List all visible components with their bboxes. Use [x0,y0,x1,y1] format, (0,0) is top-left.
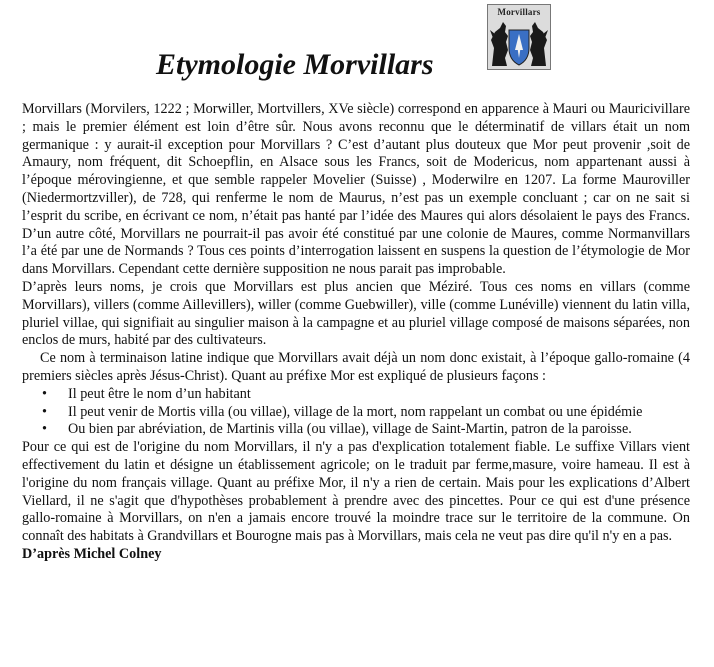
list-item: • Il peut venir de Mortis villa (ou villae), village de la mort, nom rappelant un combat ou une épidémie [68,404,690,422]
lions-shield-icon [488,18,550,70]
author-signature: D’après Michel Colney [22,545,162,562]
logo-label: Morvillars [497,7,541,17]
morvillars-coat-of-arms-logo [487,4,551,70]
list-item: • Ou bien par abréviation, de Martinis villa (ou villae), village de Saint-Martin, patron de la paroisse. [68,421,690,439]
paragraph-etymology: Morvillars (Morvilers, 1222 ; Morwiller, Mortvillers, XVe siècle) correspond en apparence à Mauri ou Mauricivillare ; mais le premier élément est loin d’être sûr. Nous avons reconnu que le déterminatif de villars était un nom germanique : y aurait-il exception pour Morvillars ? C’est d’autant plus douteux que Mor peut provenir ,soit de Amaury, nom fréquent, dit Schoepflin, en Alsace sous les Francs, soit de Modericus, nom appartenant aussi à l’époque mérovingienne, et que semble rappeler Movelier (Suisse) , Moderwilre en 1207. La forme Mauroviller (Niedermortzviller), de 728, qui renferme le nom de Maurus, n’est pas un exemple concluant ; car on ne sait si l’esprit du scribe, en écrivant ce nom, n’était pas hanté par l’idée des Maures qui alors désolaient le pays des Francs. D’un autre côté, Morvillars ne pourrait-il pas avoir été constitué par une colonie de Maures, comme Normanvillars l’a été par une de Normands ? Tous ces points d’interrogation laissent en suspens la question de l’étymologie de Mor dans Morvillars. Cependant cette dernière supposition ne nous parait pas improbable. [22,101,690,278]
paragraph-villars-origin: D’après leurs noms, je crois que Morvillars est plus ancien que Méziré. Tous ces noms en villars (comme Morvillars), villers (comme Aillevillers), willer (comme Guebwiller), ville (comme Lunéville) viennent du latin villa, pluriel villae, qui signifiait au singulier maison à la campagne et au pluriel village composé de maisons séparées, non enclos de murs, habité par des cultivateurs. [22,278,690,349]
paragraph-prefix-mor: Ce nom à terminaison latine indique que Morvillars avait déjà un nom donc existait, à l’époque gallo-romaine (4 premiers siècles après Jésus-Christ). Quant au préfixe Mor est expliqué de plusieurs façons : [22,350,690,384]
document-body [22,101,690,564]
prefix-explanations-list [22,386,690,439]
page-title: Etymologie Morvillars [156,48,434,81]
list-item: • Il peut être le nom d’un habitant [68,386,690,404]
paragraph-conclusion: Pour ce qui est de l'origine du nom Morvillars, il n'y a pas d'explication totalement fiable. Le suffixe Villars vient effectivement du latin et désigne un établissement agricole; on le traduit par ferme,masure, voire hameau. Il est à l'origine du nom français village. Quant au préfixe Mor, il n'y a rien de certain. Mais pour les explications d’Albert Viellard, il ne s'agit que d'hypothèses probablement à prendre avec des pincettes. Pour ce qui est d'une présence gallo-romaine à Morvillars, on n'en a jamais encore trouvé la moindre trace sur le territoire de la commune. On connaît des habitats à Grandvillars et Bourogne mais pas à Morvillars, mais cela ne veut pas dire qu'il n'y en a pas. [22,439,690,545]
